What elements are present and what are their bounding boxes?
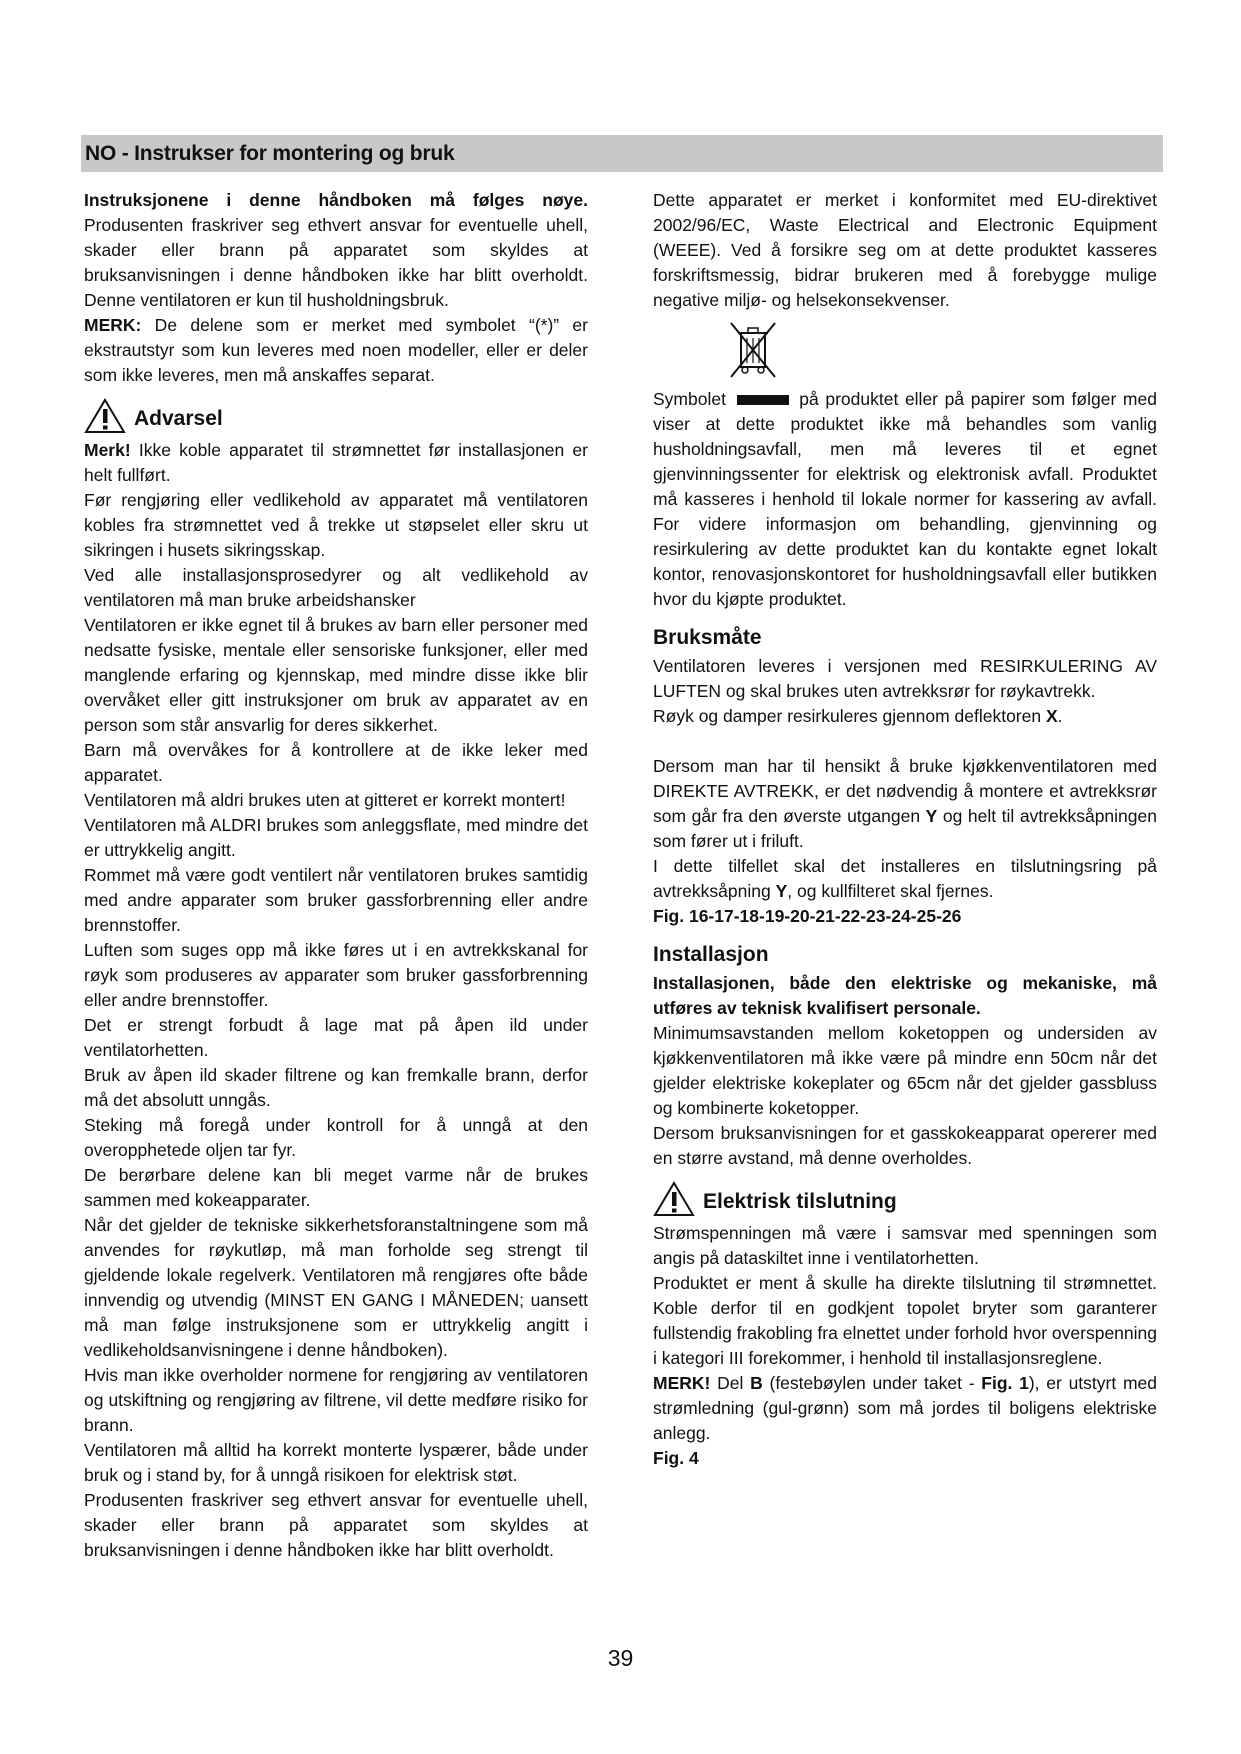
page-title: NO - Instrukser for montering og bruk (85, 142, 455, 165)
symbol-post: på produktet eller på papirer som følger med viser at dette produktet ikke må behandles som vanlig husholdningsavfall, men må leveres til et egnet gjenvinningssenter for elektrisk og elektronisk avfall. Produktet må kasseres i henhold til lokale normer for kassering av avfall. For videre informasjon om behandling, gjenvinning og resirkulering av dette produktet kan du kontakte egnet lokalt kontor, renovasjonskontoret for husholdningsavfall eller butikken hvor du kjøpte produktet. (653, 389, 1157, 609)
intro-text: Produsenten fraskriver seg ethvert ansvar for eventuelle uhell, skader eller brann på apparatet som skyldes at bruksanvisningen i denne håndboken ikke har blitt overholdt. Denne ventilatoren er kun til husholdningsbruk. (84, 215, 588, 310)
warning-paragraph-16: Produsenten fraskriver seg ethvert ansvar for eventuelle uhell, skader eller brann på apparatet som skyldes at bruksanvisningen i denne håndboken ikke har blitt overholdt. (84, 1490, 588, 1560)
merk2-text: Ikke koble apparatet til strømnettet før installasjonen er helt fullført. (84, 440, 588, 485)
merk3-paragraph (653, 1371, 1157, 1446)
bruksmate-heading: Bruksmåte (653, 626, 762, 649)
direkte-paragraph-1 (653, 754, 1157, 854)
merk2-label: Merk! (84, 440, 131, 460)
installasjon-bold-paragraph (653, 971, 1157, 1021)
bruksmate-p2-text: Røyk og damper resirkuleres gjennom deflektoren (653, 706, 1046, 726)
direkte-paragraph-2 (653, 854, 1157, 904)
direkte-p2-bold: Y (775, 881, 788, 901)
warning-paragraph-9: Det er strengt forbudt å lage mat på åpen ild under ventilatorhetten. (84, 1015, 588, 1060)
black-bar-symbol (737, 395, 789, 405)
warning-paragraph-4: Barn må overvåkes for å kontrollere at de ikke leker med apparatet. (84, 740, 588, 785)
direkte-p2-text: I dette tilfellet skal det installeres en tilslutningsring på avtrekksåpning (653, 856, 1157, 901)
warning-paragraph-15: Ventilatoren må alltid ha korrekt monterte lyspærer, både under bruk og i stand by, for å unngå risikoen for elektrisk støt. (84, 1440, 588, 1485)
figure-reference-2 (653, 1446, 1157, 1471)
warning-paragraph-2: Ved alle installasjonsprosedyrer og alt vedlikehold av ventilatoren må man bruke arbeidshansker (84, 565, 588, 610)
warning-paragraph-12: De berørbare delene kan bli meget varme når de brukes sammen med kokeapparater. (84, 1165, 588, 1210)
figure-reference-1 (653, 904, 1157, 929)
merk-paragraph (84, 313, 588, 388)
merk2-paragraph (84, 438, 588, 488)
direkte-p1-bold: Y (925, 806, 938, 826)
figure-reference-1-text: Fig. 16-17-18-19-20-21-22-23-24-25-26 (653, 906, 962, 926)
bruksmate-paragraph-2 (653, 704, 1157, 729)
merk3-text-a: Del (710, 1373, 751, 1393)
symbol-pre: Symbolet (653, 389, 726, 409)
crossed-out-bin-icon (725, 319, 781, 381)
elektrisk-heading: Elektrisk tilslutning (703, 1190, 897, 1213)
left-column (84, 188, 588, 1563)
section-header-bar (81, 135, 1163, 172)
elektrisk-heading-row (653, 1181, 1157, 1217)
merk-label: MERK: (84, 315, 142, 335)
bruksmate-p2-end: . (1057, 706, 1063, 726)
installasjon-paragraph-2: Dersom bruksanvisningen for et gasskokeapparat opererer med en større avstand, må denne overholdes. (653, 1123, 1157, 1168)
installasjon-paragraph-1: Minimumsavstanden mellom koketoppen og undersiden av kjøkkenventilatoren må ikke være på mindre enn 50cm når det gjelder elektriske kokeplater og 65cm når det gjelder gassbluss og kombinerte koketopper. (653, 1023, 1157, 1118)
warning-paragraph-11: Steking må foregå under kontroll for å unngå at den overopphetede oljen tar fyr. (84, 1115, 588, 1160)
warning-triangle-icon (84, 398, 126, 434)
warning-heading-row (84, 398, 588, 434)
direkte-p1-text: Dersom man har til hensikt å bruke kjøkkenventilatoren med DIREKTE AVTREKK, er det nødvendig å montere et avtrekksrør som går fra den øverste utgangen (653, 756, 1157, 826)
warning-paragraph-8: Luften som suges opp må ikke føres ut i en avtrekkskanal for røyk som produseres av apparater som bruker gassforbrenning eller andre brennstoffer. (84, 940, 588, 1010)
bruksmate-p2-bold: X (1045, 706, 1058, 726)
spacer (653, 729, 1157, 754)
warning-heading: Advarsel (134, 407, 223, 430)
installasjon-heading: Installasjon (653, 943, 769, 966)
merk3-label: MERK! (653, 1373, 711, 1393)
warning-paragraph-5: Ventilatoren må aldri brukes uten at gitteret er korrekt montert! (84, 790, 566, 810)
symbol-paragraph (653, 387, 1157, 612)
installasjon-bold-text: Installasjonen, både den elektriske og mekaniske, må utføres av teknisk kvalifisert personale. (653, 973, 1157, 1018)
figure-reference-2-text: Fig. 4 (653, 1448, 699, 1468)
merk3-text-e: ), er utstyrt med strømledning (gul-grønn) som må jordes til boligens elektriske anlegg. (653, 1373, 1157, 1443)
intro-paragraph (84, 188, 588, 313)
merk3-bold-b: B (750, 1373, 763, 1393)
warning-paragraph-13: Når det gjelder de tekniske sikkerhetsforanstaltningene som må anvendes for røykutløp, må man forholde seg strengt til gjeldende lokale regelverk. Ventilatoren må rengjøres ofte både innvendig og utvendig (MINST EN GANG I MÅNEDEN; uansett må man følge instruksjonene som er uttrykkelig angitt i vedlikeholdsanvisningene i denne håndboken). (84, 1215, 588, 1360)
merk3-fig-ref: Fig. 1 (981, 1373, 1029, 1393)
merk-text: De delene som er merket med symbolet “(*)” er ekstrautstyr som kun leveres med noen modeller, eller er deler som ikke leveres, men må anskaffes separat. (84, 315, 588, 385)
warning-triangle-icon (653, 1181, 695, 1217)
page-number: 39 (607, 1645, 634, 1671)
direkte-p2-end: , og kullfilteret skal fjernes. (787, 881, 994, 901)
intro-bold: Instruksjonene i denne håndboken må følges nøye. (84, 190, 588, 210)
warning-paragraph-3: Ventilatoren er ikke egnet til å brukes av barn eller personer med nedsatte fysiske, mentale eller sensoriske funksjoner, eller med manglende erfaring og kjennskap, med mindre disse ikke blir overvåket eller gitt instruksjoner om bruk av apparatet av en person som står ansvarlig for deres sikkerhet. (84, 615, 588, 735)
right-column (653, 188, 1157, 1471)
weee-paragraph: Dette apparatet er merket i konformitet med EU-direktivet 2002/96/EC, Waste Electrical and Electronic Equipment (WEEE). Ved å forsikre seg om at dette produktet kasseres forskriftsmessig, bidrar brukeren med å forebygge mulige negative miljø- og helsekonsekvenser. (653, 190, 1157, 310)
warning-paragraph-6: Ventilatoren må ALDRI brukes som anleggsflate, med mindre det er uttrykkelig angitt. (84, 815, 588, 860)
warning-paragraph-10: Bruk av åpen ild skader filtrene og kan fremkalle brann, derfor må det absolutt unngås. (84, 1065, 588, 1110)
elektrisk-paragraph-2: Produktet er ment å skulle ha direkte tilslutning til strømnettet. Koble derfor til en godkjent topolet bryter som garanterer fullstendig frakobling fra elnettet under forhold hvor overspenning i kategori III forekommer, i henhold til installasjonsreglene. (653, 1273, 1157, 1368)
elektrisk-paragraph-1: Strømspenningen må være i samsvar med spenningen som angis på dataskiltet inne i ventilatorhetten. (653, 1223, 1157, 1268)
bruksmate-paragraph-1: Ventilatoren leveres i versjonen med RESIRKULERING AV LUFTEN og skal brukes uten avtrekksrør for røykavtrekk. (653, 656, 1157, 701)
direkte-p1-end: og helt til avtrekksåpningen som fører ut i friluft. (653, 806, 1157, 851)
warning-paragraph-7: Rommet må være godt ventilert når ventilatoren brukes samtidig med andre apparater som bruker gassforbrenning eller andre brennstoffer. (84, 865, 588, 935)
warning-paragraph-1: Før rengjøring eller vedlikehold av apparatet må ventilatoren kobles fra strømnettet ved å trekke ut støpselet eller skru ut sikringen i husets sikringsskap. (84, 490, 588, 560)
merk3-text-c: (festebøylen under taket - (762, 1373, 982, 1393)
warning-paragraph-14: Hvis man ikke overholder normene for rengjøring av ventilatoren og utskiftning og rengjøring av filtrene, vil dette medføre risiko for brann. (84, 1365, 588, 1435)
